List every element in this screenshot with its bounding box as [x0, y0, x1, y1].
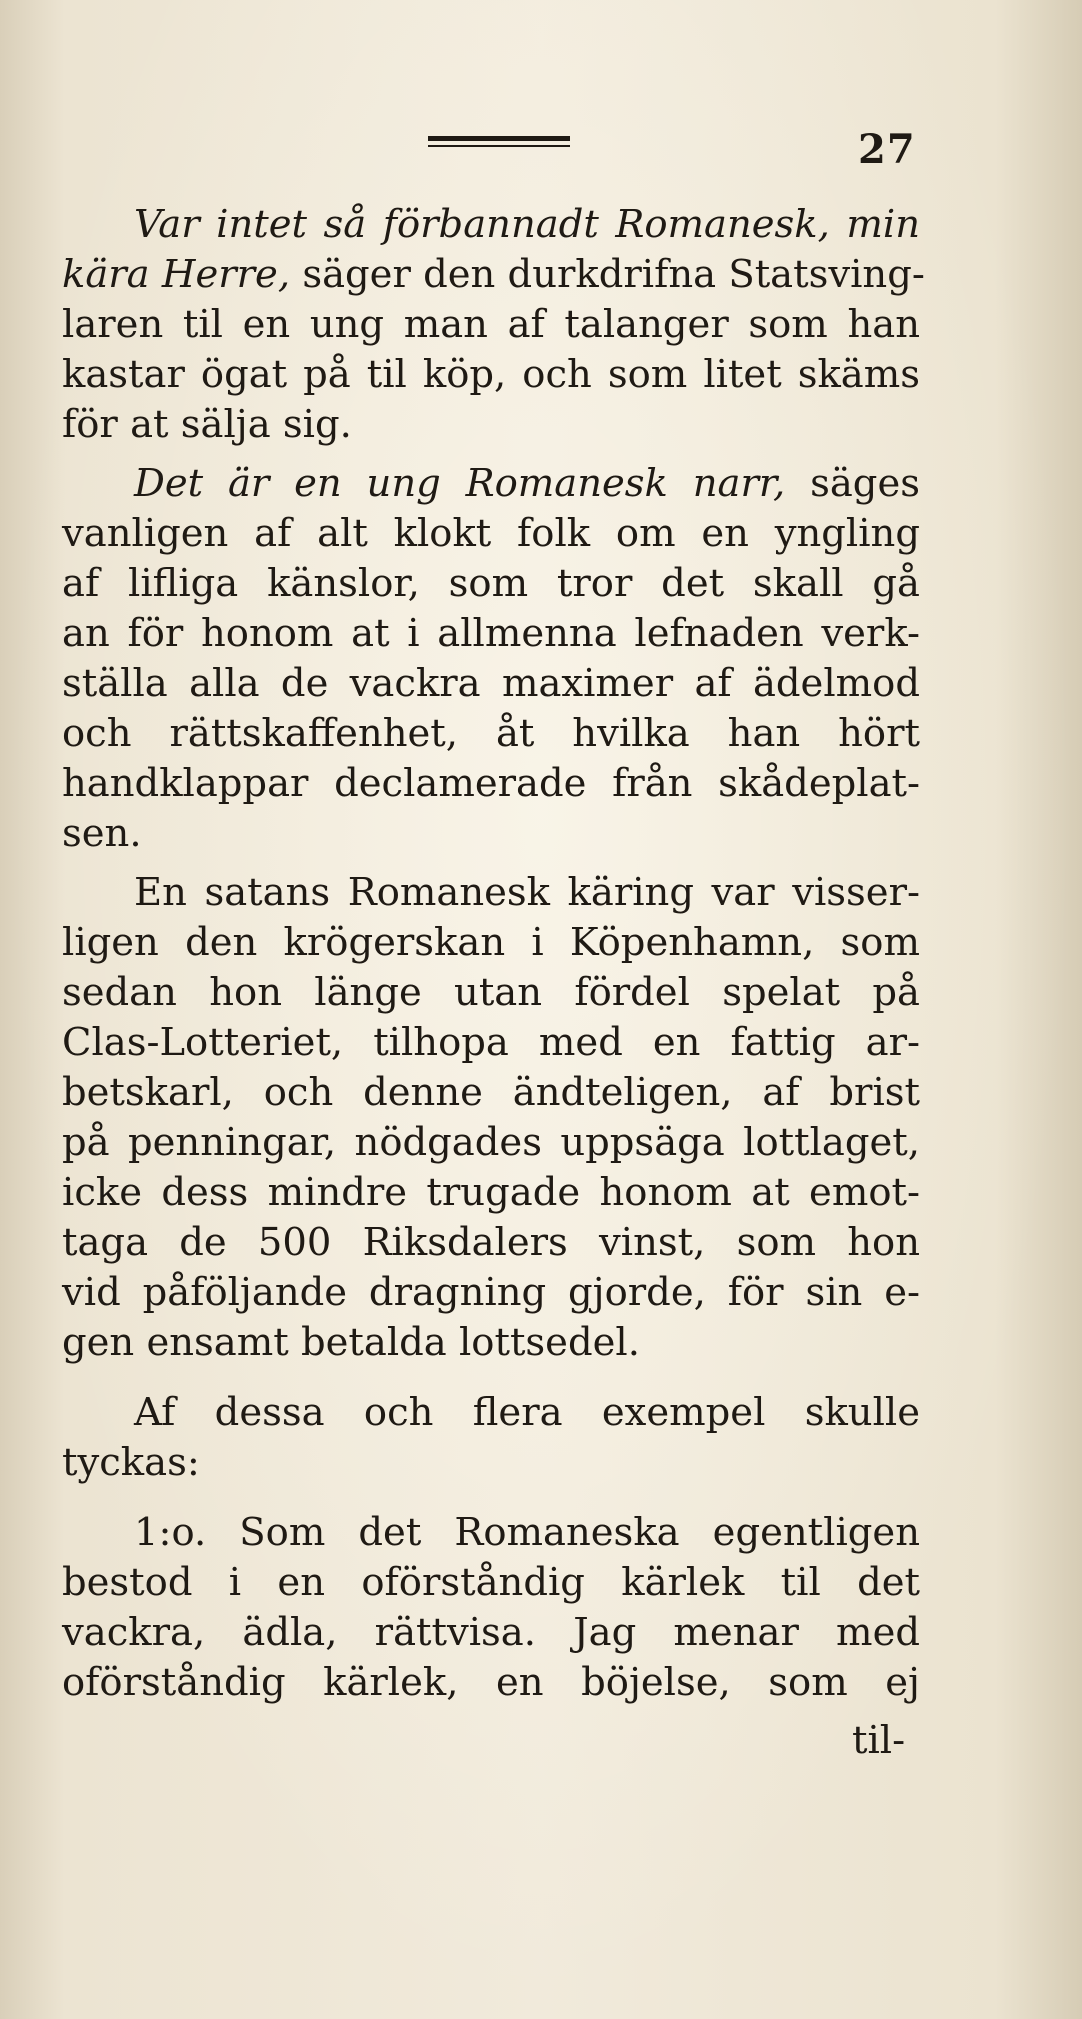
- text-line: på penningar, nödgades uppsäga lottlaget,: [62, 1120, 920, 1165]
- catchword: til-: [852, 1718, 906, 1763]
- page-number: 27: [858, 126, 916, 173]
- text-line: af lifliga känslor, som tror det skall gå: [62, 561, 920, 606]
- text-line: bestod i en oförståndig kärlek til det: [62, 1560, 920, 1605]
- text-line: för at sälja sig.: [62, 402, 352, 447]
- text-line: laren til en ung man af talanger som han: [62, 302, 920, 347]
- text-line: 1:o. Som det Romaneska egentligen: [134, 1510, 920, 1555]
- body-text: [62, 200, 925, 1708]
- text-line: oförståndig kärlek, en böjelse, som ej: [62, 1660, 920, 1705]
- text-line: an för honom at i allmenna lefnaden verk-: [62, 611, 920, 656]
- text-line: taga de 500 Riksdalers vinst, som hon: [62, 1220, 920, 1265]
- text-line: och rättskaffenhet, åt hvilka han hört: [62, 711, 920, 756]
- text-line: vanligen af alt klokt folk om en yngling: [62, 511, 920, 556]
- text-line: vackra, ädla, rättvisa. Jag menar med: [62, 1610, 920, 1655]
- text-line: Det är en ung Romanesk narr, säges: [134, 461, 920, 506]
- paragraph-2: [62, 459, 920, 859]
- paragraph-5: [62, 1508, 920, 1708]
- paragraph-1: [62, 200, 925, 450]
- text-line: betskarl, och denne ändteligen, af brist: [62, 1070, 920, 1115]
- text-line: kära Herre, säger den durkdrifna Statsving-: [62, 252, 925, 297]
- text-line: Af dessa och flera exempel skulle: [134, 1390, 920, 1435]
- text-line: sedan hon länge utan fördel spelat på: [62, 970, 920, 1015]
- text-line: icke dess mindre trugade honom at emot-: [62, 1170, 920, 1215]
- text-line: gen ensamt betalda lottsedel.: [62, 1320, 640, 1365]
- text-line: Var intet så förbannadt Romanesk, min: [134, 202, 920, 247]
- text-line: ligen den krögerskan i Köpenhamn, som: [62, 920, 920, 965]
- text-line: handklappar declamerade från skådeplat-: [62, 761, 920, 806]
- paragraph-4: [62, 1388, 920, 1488]
- text-line: ställa alla de vackra maximer af ädelmod: [62, 661, 920, 706]
- text-line: tyckas:: [62, 1440, 200, 1485]
- header-rule: [428, 136, 570, 147]
- text-line: vid påföljande dragning gjorde, för sin e-: [62, 1270, 920, 1315]
- text-line: sen.: [62, 811, 142, 856]
- text-line: Clas-Lotteriet, tilhopa med en fattig ar-: [62, 1020, 920, 1065]
- text-line: kastar ögat på til köp, och som litet skäms: [62, 352, 920, 397]
- text-line: En satans Romanesk käring var visser-: [134, 870, 920, 915]
- paragraph-3: [62, 868, 920, 1368]
